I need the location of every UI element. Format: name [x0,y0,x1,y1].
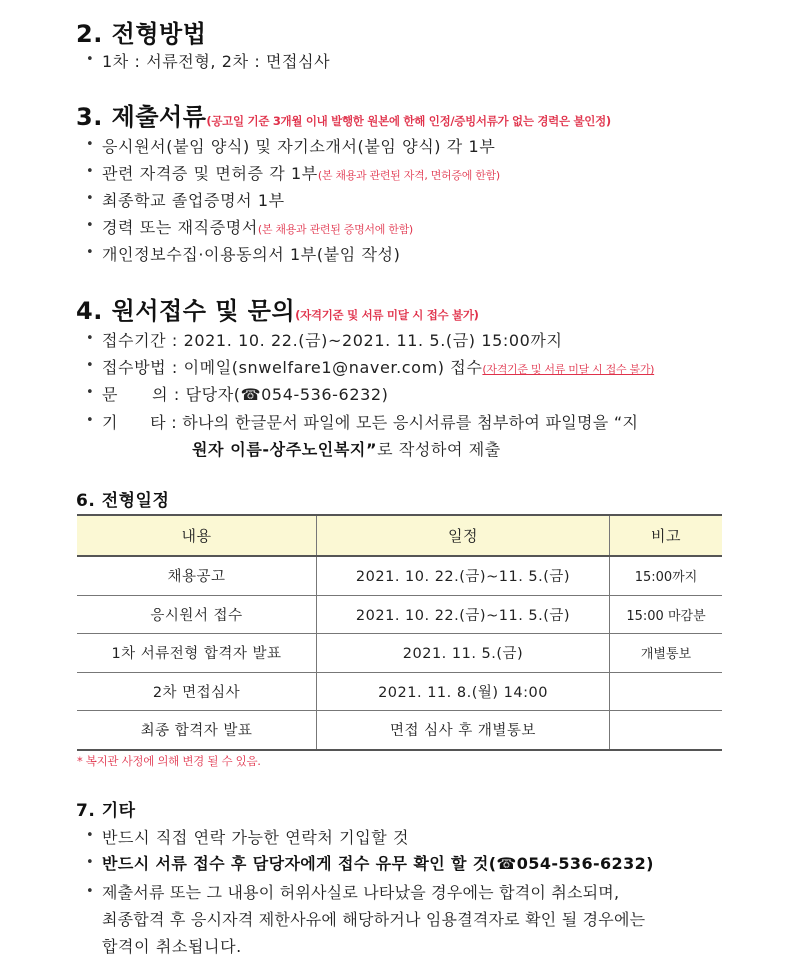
section-3-item: 응시원서(붙임 양식) 및 자기소개서(붙임 양식) 각 1부 [102,137,496,156]
cell-remark [610,672,723,711]
cell-content: 2차 면접심사 [77,672,317,711]
table-row [77,672,722,711]
section-3-item: 개인정보수집·이용동의서 1부(붙임 작성) [102,245,401,264]
section-3-item: 최종학교 졸업증명서 1부 [102,191,285,210]
column-header-schedule: 일정 [317,515,610,556]
section-2-item: 1차 : 서류전형, 2차 : 면접심사 [102,52,331,71]
bullet-icon: • [86,828,94,843]
section-4-method-text: 접수방법 : 이메일(snwelfare1@naver.com) 접수 [102,358,483,377]
cell-schedule: 2021. 10. 22.(금)~11. 5.(금) [317,556,610,595]
section-3-title-note: (공고일 기준 3개월 이내 발행한 원본에 한해 인정/증빙서류가 없는 경력은 불인정) [206,114,611,128]
bullet-icon: • [86,164,94,179]
section-3-title: 3. 제출서류 [76,103,207,131]
cell-remark: 개별통보 [610,634,723,673]
schedule-footnote: * 복지관 사정에 의해 변경 될 수 있음. [77,754,261,768]
bullet-icon: • [86,385,94,400]
cell-schedule: 면접 심사 후 개별통보 [317,711,610,750]
section-4-etc-cont [192,437,501,460]
section-7-item: 반드시 직접 연락 가능한 연락처 기입할 것 [102,828,410,847]
section-4-period: 접수기간 : 2021. 10. 22.(금)~2021. 11. 5.(금) 15:00까지 [102,331,563,350]
table-header-row [77,515,722,556]
section-3-item [102,215,413,238]
section-3-item-text: 관련 자격증 및 면허증 각 1부 [102,164,318,183]
table-row [77,711,722,750]
section-3-item-text: 경력 또는 재직증명서 [102,218,258,237]
section-4-contact: 문 의 : 담당자(☎054-536-6232) [102,385,389,404]
section-4-method [102,355,654,378]
section-4-title-note: (자격기준 및 서류 미달 시 접수 불가) [295,308,479,322]
section-7-item-cont: 합격이 취소됩니다. [102,937,242,956]
section-4-method-note: (자격기준 및 서류 미달 시 접수 불가) [482,363,655,376]
section-3-item-note: (본 채용과 관련된 자격, 면허증에 한함) [317,169,500,182]
cell-remark: 15:00 마감분 [610,595,723,634]
cell-remark: 15:00까지 [610,556,723,595]
table-row [77,595,722,634]
cell-content: 1차 서류전형 합격자 발표 [77,634,317,673]
cell-content: 채용공고 [77,556,317,595]
section-6-title: 6. 전형일정 [76,491,170,511]
bullet-icon: • [86,884,94,899]
bullet-icon: • [86,245,94,260]
section-3-item-note: (본 채용과 관련된 증명서에 한함) [257,223,413,236]
schedule-table [77,514,722,751]
bullet-icon: • [86,358,94,373]
cell-schedule: 2021. 11. 5.(금) [317,634,610,673]
table-row [77,634,722,673]
bullet-icon: • [86,331,94,346]
column-header-remark: 비고 [610,515,723,556]
cell-remark [610,711,723,750]
bullet-icon: • [86,855,94,870]
section-4-heading [76,291,479,326]
column-header-content: 내용 [77,515,317,556]
section-7-item: 제출서류 또는 그 내용이 허위사실로 나타났을 경우에는 합격이 취소되며, [102,883,620,902]
section-4-etc-rest: 로 작성하여 제출 [377,440,501,459]
cell-content: 응시원서 접수 [77,595,317,634]
section-4-title: 4. 원서접수 및 문의 [76,297,296,325]
bullet-icon: • [86,137,94,152]
filename-format: 원자 이름-상주노인복지” [192,440,378,459]
section-2-title: 2. 전형방법 [76,20,207,48]
section-7-title: 7. 기타 [76,801,136,821]
section-3-heading [76,97,611,132]
section-3-item [102,161,500,184]
cell-schedule: 2021. 10. 22.(금)~11. 5.(금) [317,595,610,634]
cell-schedule: 2021. 11. 8.(월) 14:00 [317,672,610,711]
bullet-icon: • [86,413,94,428]
table-row [77,556,722,595]
bullet-icon: • [86,191,94,206]
cell-content: 최종 합격자 발표 [77,711,317,750]
bullet-icon: • [86,218,94,233]
bullet-icon: • [86,52,94,67]
section-7-item-cont: 최종합격 후 응시자격 제한사유에 해당하거나 임용결격자로 확인 될 경우에는 [102,910,646,929]
section-4-etc: 기 타 : 하나의 한글문서 파일에 모든 응시서류를 첨부하여 파일명을 “지 [102,413,639,432]
section-7-item-important: 반드시 서류 접수 후 담당자에게 접수 유무 확인 할 것(☎054-536-6232) [102,854,654,873]
